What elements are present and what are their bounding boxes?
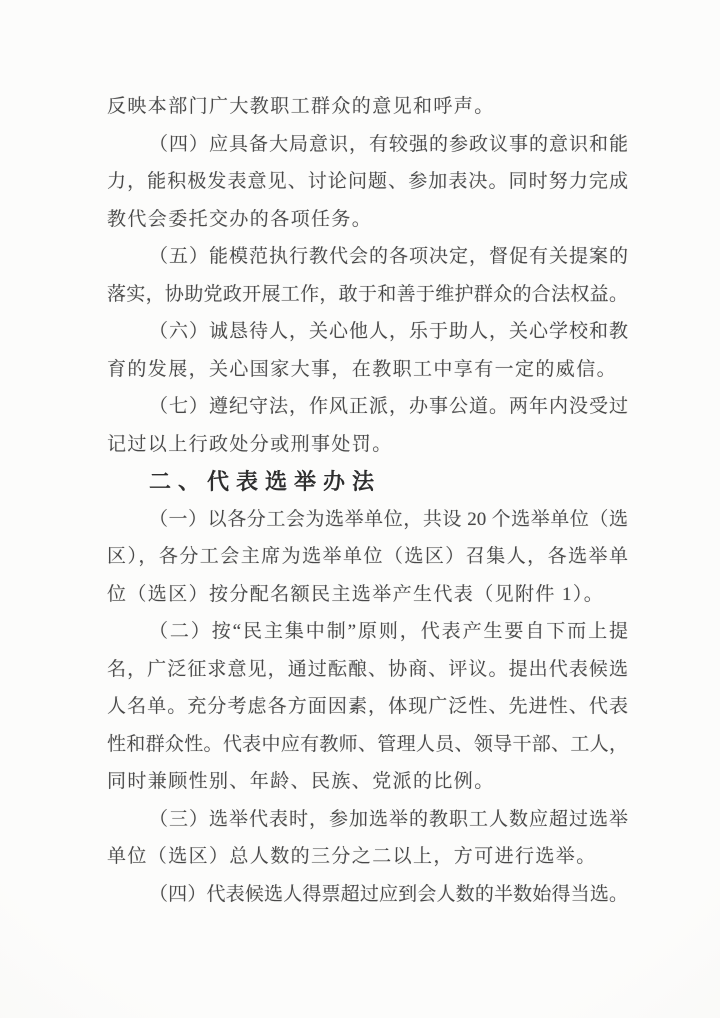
text-line: 区），各分工会主席为选举单位（选区）召集人，各选举单 <box>107 546 628 567</box>
text-line: 人名单。充分考虑各方面因素，体现广泛性、先进性、代表 <box>107 696 628 717</box>
text-line: （二）按“民主集中制”原则，代表产生要自下而上提 <box>149 621 628 642</box>
text-line: （四）应具备大局意识，有较强的参政议事的意识和能 <box>149 133 628 155</box>
text-line: （五）能模范执行教代会的各项决定，督促有关提案的 <box>149 246 628 267</box>
text-line: 性和群众性。代表中应有教师、管理人员、领导干部、工人， <box>107 733 628 755</box>
text-line: （一）以各分工会为选举单位，共设 20 个选举单位（选 <box>149 508 628 530</box>
text-line: 力，能积极发表意见、讨论问题、参加表决。同时努力完成 <box>107 171 628 192</box>
text-line: （七）遵纪守法，作风正派，办事公道。两年内没受过 <box>149 396 628 417</box>
text-line: （四）代表候选人得票超过应到会人数的半数始得当选。 <box>149 883 628 905</box>
text-line: 教代会委托交办的各项任务。 <box>107 208 373 230</box>
document-text <box>107 88 628 913</box>
section-heading: 二、代表选举办法 <box>149 469 382 494</box>
text-line: （六）诚恳待人，关心他人，乐于助人，关心学校和教 <box>149 321 628 342</box>
text-line: 育的发展，关心国家大事，在教职工中享有一定的威信。 <box>107 358 618 380</box>
text-line: 名，广泛征求意见，通过酝酿、协商、评议。提出代表候选 <box>107 658 628 680</box>
text-line: 单位（选区）总人数的三分之二以上，方可进行选举。 <box>107 846 597 867</box>
text-line: 记过以上行政处分或刑事处罚。 <box>107 433 393 455</box>
text-line: 落实，协助党政开展工作，敢于和善于维护群众的合法权益。 <box>107 283 628 305</box>
text-line: 位（选区）按分配名额民主选举产生代表（见附件 1）。 <box>107 583 605 605</box>
text-line: 反映本部门广大教职工群众的意见和呼声。 <box>107 96 495 117</box>
text-line: 同时兼顾性别、年龄、民族、党派的比例。 <box>107 771 495 792</box>
text-line: （三）选举代表时，参加选举的教职工人数应超过选举 <box>149 808 628 830</box>
